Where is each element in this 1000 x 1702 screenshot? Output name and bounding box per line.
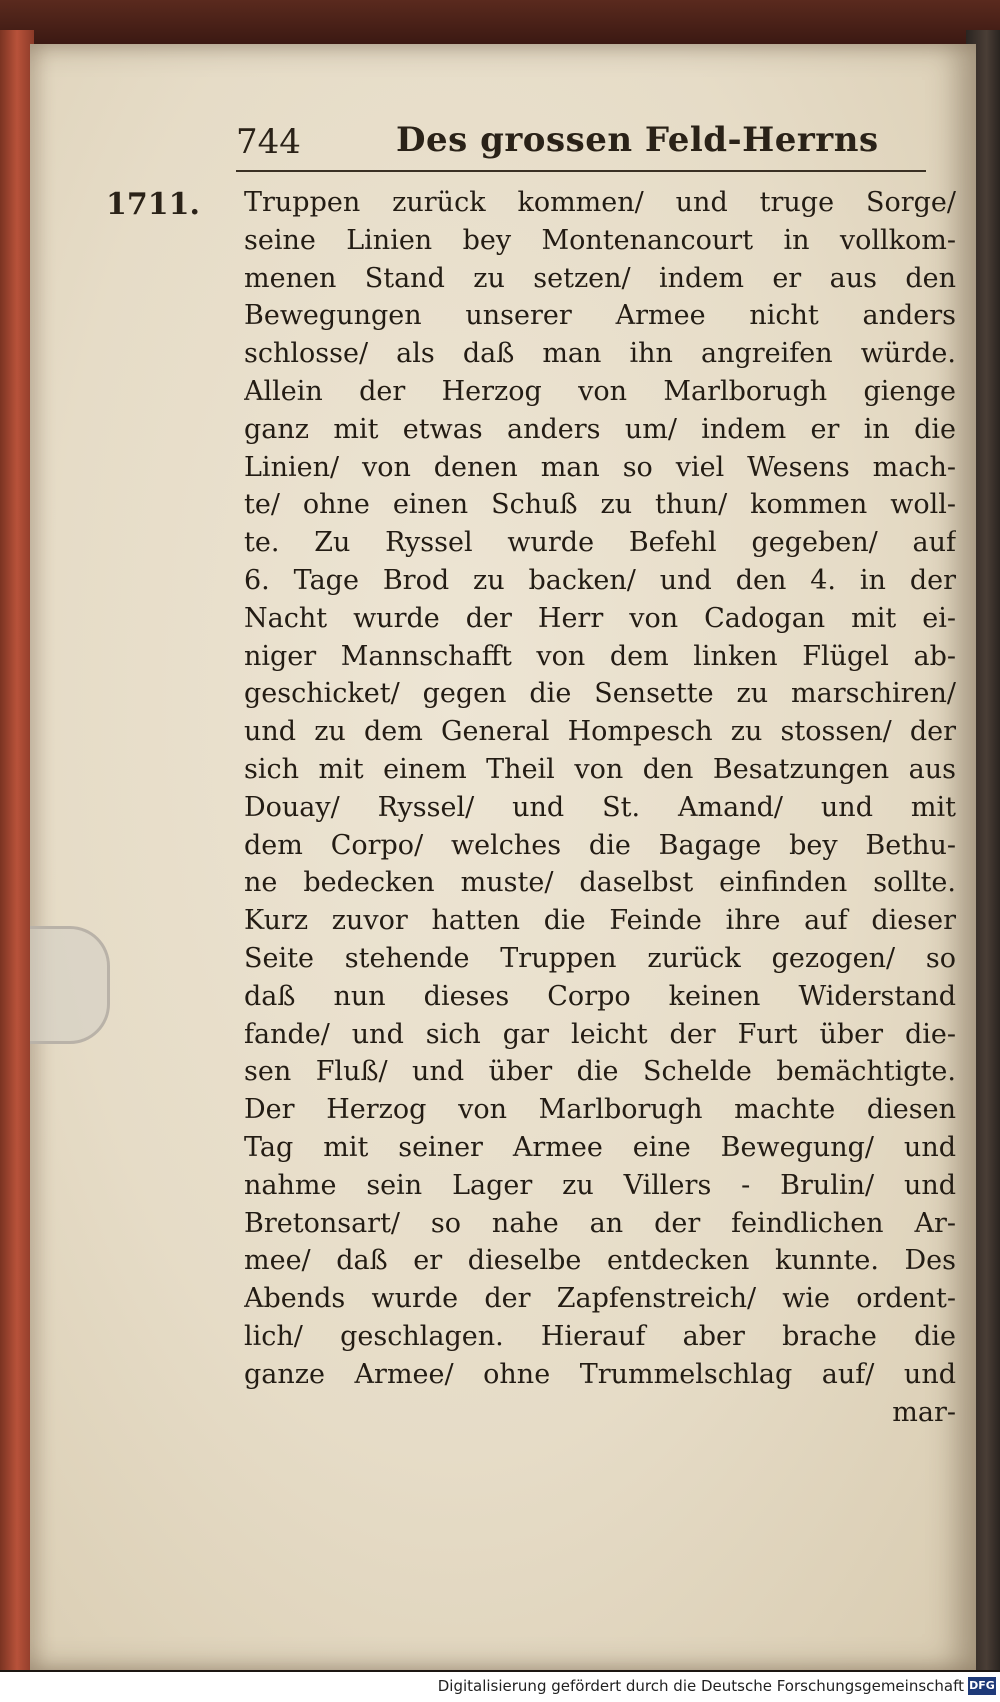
page-number: 744 xyxy=(236,122,301,162)
text-line: Kurz zuvor hatten die Feinde ihre auf dieser xyxy=(244,905,956,937)
text-line: te. Zu Ryssel wurde Befehl gegeben/ auf xyxy=(244,527,956,559)
catchword: mar- xyxy=(892,1396,956,1428)
text-line: Allein der Herzog von Marlborugh gienge xyxy=(244,375,956,407)
text-line: te/ ohne einen Schuß zu thun/ kommen woll- xyxy=(244,489,956,521)
text-line: Truppen zurück kommen/ und truge Sorge/ xyxy=(244,187,956,218)
footer-credit: Digitalisierung gefördert durch die Deutsche Forschungsgemeinschaft xyxy=(437,1677,964,1695)
text-line: Douay/ Ryssel/ und St. Amand/ und mit xyxy=(244,791,956,823)
book-top-edge xyxy=(0,0,1000,46)
text-line: ganz mit etwas anders um/ indem er in die xyxy=(244,413,956,445)
text-line: dem Corpo/ welches die Bagage bey Bethu- xyxy=(244,829,956,861)
text-line: seine Linien bey Montenancourt in vollkom- xyxy=(244,224,956,256)
page-header xyxy=(236,118,926,178)
text-line: Nacht wurde der Herr von Cadogan mit ei- xyxy=(244,602,956,634)
text-line: menen Stand zu setzen/ indem er aus den xyxy=(244,262,956,294)
text-line: Der Herzog von Marlborugh machte diesen xyxy=(244,1094,956,1126)
marginal-year: 1711. xyxy=(106,187,200,222)
text-line: daß nun dieses Corpo keinen Widerstand xyxy=(244,980,956,1012)
text-line: Seite stehende Truppen zurück gezogen/ so xyxy=(244,942,956,974)
text-line: Abends wurde der Zapfenstreich/ wie ordent- xyxy=(244,1283,956,1315)
text-line: 6. Tage Brod zu backen/ und den 4. in der xyxy=(244,564,956,596)
book-left-edge xyxy=(0,30,34,1670)
text-line: fande/ und sich gar leicht der Furt über die- xyxy=(244,1018,956,1050)
dfg-logo: DFG xyxy=(968,1677,996,1695)
text-line: Bretonsart/ so nahe an der feindlichen Ar- xyxy=(244,1207,956,1239)
text-line: sich mit einem Theil von den Besatzungen aus xyxy=(244,753,956,785)
header-rule xyxy=(236,170,926,172)
text-line: geschicket/ gegen die Sensette zu marschiren/ xyxy=(244,678,956,710)
text-line: Linien/ von denen man so viel Wesens mach- xyxy=(244,451,956,483)
text-line: niger Mannschafft von dem linken Flügel ab- xyxy=(244,640,956,672)
text-line: lich/ geschlagen. Hierauf aber brache die xyxy=(244,1320,956,1352)
text-line: nahme sein Lager zu Villers - Brulin/ und xyxy=(244,1169,956,1201)
text-line: Tag mit seiner Armee eine Bewegung/ und xyxy=(244,1131,956,1163)
page-clip xyxy=(30,926,110,1044)
running-head: Des grossen Feld-Herrns xyxy=(396,120,879,160)
text-line: schlosse/ als daß man ihn angreifen würde. xyxy=(244,338,956,370)
text-line: mee/ daß er dieselbe entdecken kunnte. Des xyxy=(244,1245,956,1277)
text-line: ganze Armee/ ohne Trummelschlag auf/ und xyxy=(244,1358,956,1390)
text-line: sen Fluß/ und über die Schelde bemächtigte. xyxy=(244,1056,956,1088)
text-line: Bewegungen unserer Armee nicht anders xyxy=(244,300,956,332)
text-line: und zu dem General Hompesch zu stossen/ der xyxy=(244,716,956,748)
text-line: ne bedecken muste/ daselbst einfinden sollte. xyxy=(244,867,956,899)
digitization-footer xyxy=(0,1672,1000,1702)
body-text xyxy=(244,184,956,1431)
